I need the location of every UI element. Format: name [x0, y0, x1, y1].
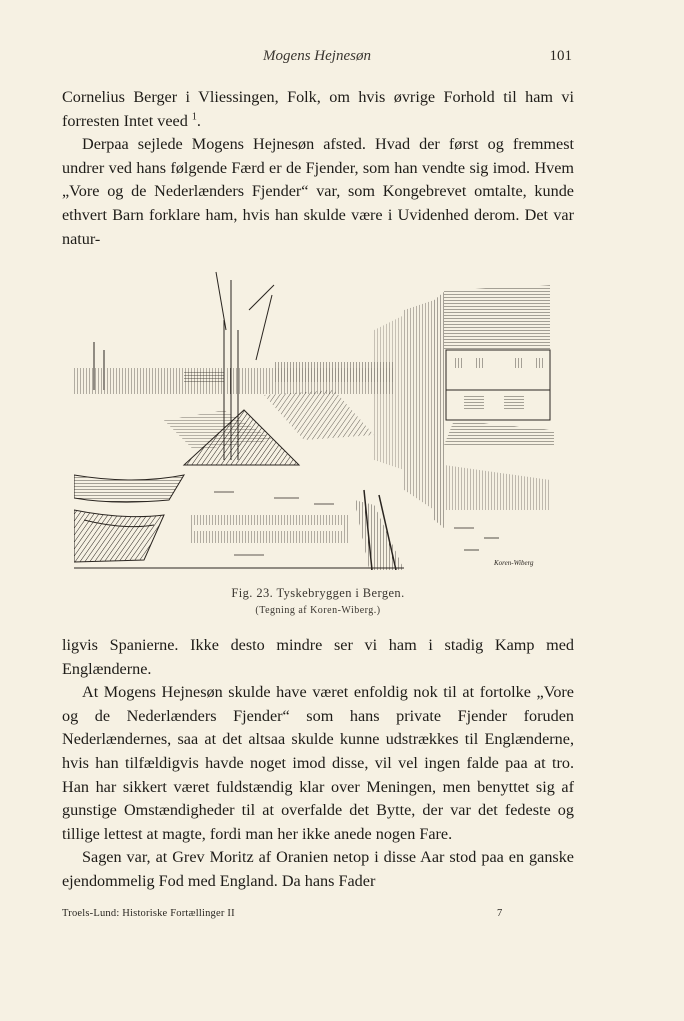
- text-block-bottom: [62, 634, 574, 894]
- footnote-marker: 1: [191, 111, 197, 123]
- figure-credit: (Tegning af Koren-Wiberg.): [255, 605, 381, 616]
- footer-source: Troels-Lund: Historiske Fortællinger II: [62, 908, 235, 919]
- paragraph: Sagen var, at Grev Moritz af Oranien netop i disse Aar stod paa en ganske ejendommelig Fod med England. Da hans Fader: [62, 848, 574, 890]
- harbor-illustration-icon: [74, 270, 560, 570]
- footer-signature-mark: 7: [497, 908, 503, 919]
- figure-caption: Fig. 23. Tyskebryggen i Bergen.: [231, 586, 405, 600]
- paragraph: ligvis Spanierne. Ikke desto mindre ser vi ham i stadig Kamp med Englænderne.: [62, 636, 574, 678]
- paragraph-end: .: [196, 111, 201, 130]
- paragraph: [62, 86, 574, 133]
- running-title: Mogens Hejnesøn: [263, 48, 371, 64]
- running-head: [62, 48, 572, 70]
- page-footer: [62, 908, 574, 924]
- figure-signature: Koren-Wiberg: [494, 559, 534, 567]
- text-block-top: [62, 86, 574, 251]
- figure-illustration: [74, 270, 560, 570]
- page-number: 101: [549, 48, 572, 64]
- paragraph: At Mogens Hejnesøn skulde have været enfoldig nok til at fortolke „Vore og de Nederlænders Fjender“ som hans private Fjender foruden Nederlændernes, saa at det altsaa skulde kunne udstrækkes til Englænderne, hvis han tilfældigvis havde noget imod disse, vil vel ingen falde paa at tro. Han har sikkert været fuldstændig klar over Meningen, men benyttet sig af gunstige Omstændigheder til at overfalde det Bytte, der var det fedeste og tillige lettest at magte, fordi man her ikke anede nogen Fare.: [62, 683, 574, 843]
- paragraph-text: Cornelius Berger i Vliessingen, Folk, om hvis øvrige Forhold til ham vi forresten Intet veed: [62, 88, 574, 130]
- paragraph: Derpaa sejlede Mogens Hejnesøn afsted. Hvad der først og fremmest undrer ved hans følgende Færd er de Fjender, som han vendte sig imod. Hvem „Vore og de Nederlænders Fjender“ var, som Kongebrevet omtalte, kunde ethvert Barn forklare ham, hvis han skulde være i Uvidenhed derom. Det var natur-: [62, 135, 574, 248]
